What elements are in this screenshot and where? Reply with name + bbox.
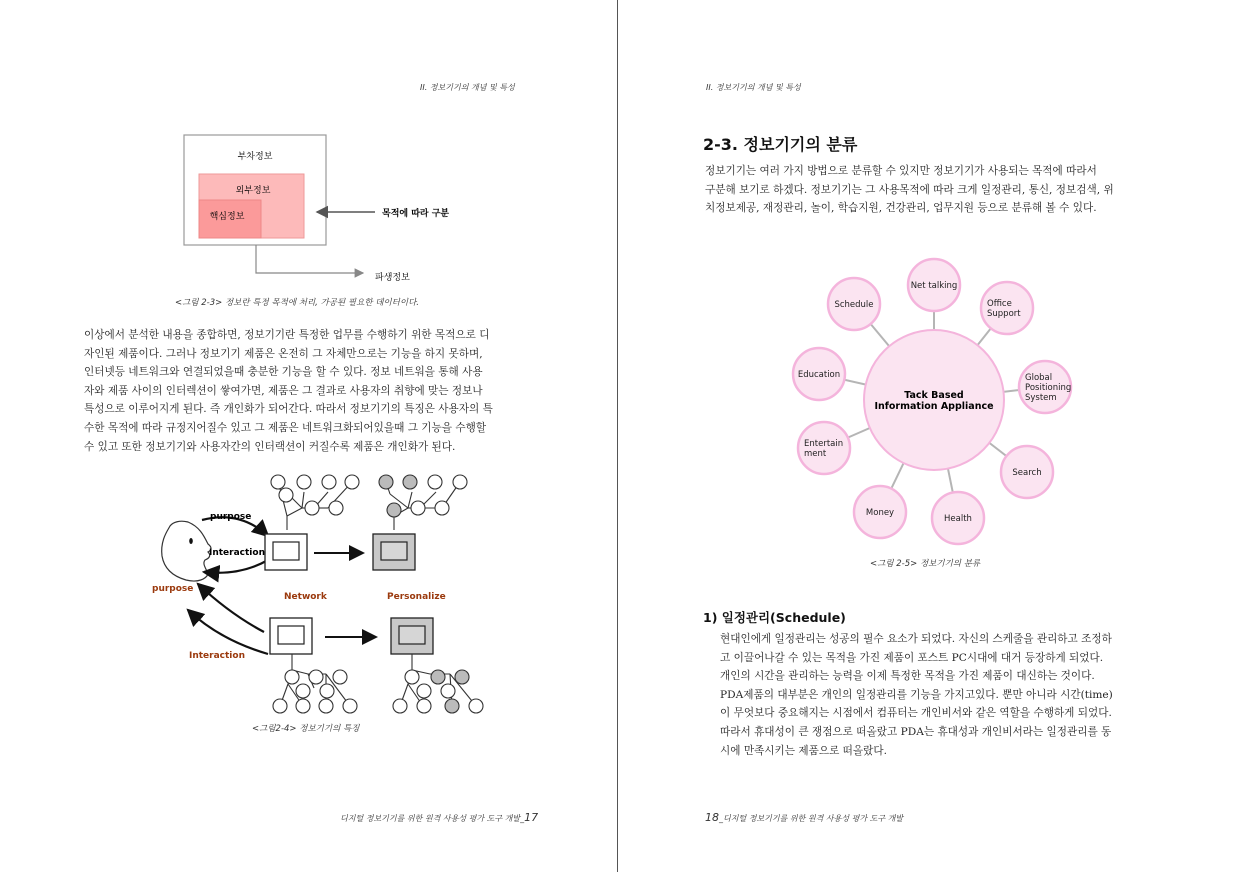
paragraph-line: 수 있고 또한 정보기기와 사용자간의 인터랙션이 커질수록 제품은 개인화가 된다.	[84, 440, 456, 453]
hub-node-global-positioning-system	[1019, 361, 1071, 413]
paragraph-line: 구분해 보기로 하겠다. 정보기기는 그 사용목적에 따라 크게 일정관리, 통신, 정보검색, 위	[705, 183, 1114, 196]
center-hub-label-line1: Tack Based	[904, 390, 964, 401]
left-page-number: 17	[524, 811, 539, 824]
paragraph-line: 수한 목적에 따라 규정지어질수 있고 그 제품은 네트워크화되어있을때 그 기능을 수행할	[84, 421, 487, 434]
hub-node-label: Positioning	[1025, 383, 1072, 393]
right-page-footer	[705, 811, 903, 824]
paragraph-line: 치정보제공, 재정관리, 놀이, 학습지원, 건강관리, 업무지원 등으로 분류해 볼 수 있다.	[705, 202, 1097, 215]
hub-node-label: Health	[944, 514, 972, 524]
interaction-arrow-left	[204, 560, 268, 573]
right-page-number: 18	[705, 811, 719, 824]
left-page-footer	[340, 811, 538, 824]
paragraph-line: PDA제품의 대부분은 개인의 일정관리를 기능을 가지고있다. 뿐만 아니라 시간(time)	[720, 688, 1113, 701]
interaction-arrow-bottom	[188, 610, 268, 654]
hub-node-label: ment	[804, 449, 827, 459]
hub-node-entertain-ment	[798, 422, 850, 474]
hub-node-label: Search	[1012, 468, 1042, 478]
left-body-paragraph	[84, 326, 532, 456]
hub-node-label: Entertain	[804, 439, 844, 449]
paragraph-line: 자와 제품 사이의 인터렉션이 쌓여가면, 제품은 그 결과로 사용자의 취향에 맞는 정보나	[84, 384, 483, 397]
paragraph-line: 인터넷등 네트워크와 연결되었을때 충분한 기능을 할 수 있다. 정보 네트워을 통해 사용	[84, 366, 483, 379]
hub-node-office-support	[981, 282, 1033, 334]
top-personal-tree	[379, 475, 467, 530]
figure-2-4	[140, 464, 510, 719]
secondary-info-label: 부차정보	[237, 152, 273, 162]
paragraph-line: 특성으로 이루어지게 된다. 즉 개인화가 되어간다. 따라서 정보기기의 특징은 사용자의 특	[84, 403, 493, 416]
bottom-personal-tree	[393, 654, 483, 713]
hub-node-health	[932, 492, 984, 544]
figure-2-4-caption: <그림2-4> 정보기기의 특징	[252, 724, 360, 734]
core-info-label: 핵심정보	[209, 212, 245, 222]
hub-node-net-talking	[908, 259, 960, 311]
user-head-icon	[162, 521, 211, 581]
section-title: 2-3. 정보기기의 분류	[703, 135, 858, 154]
figure-2-3-caption: <그림 2-3> 정보란 특정 목적에 처리, 가공된 필요한 데이터이다.	[175, 298, 420, 308]
left-footer-text: 디지털 정보기기를 위한 원격 사용성 평가 도구 개발_	[340, 814, 525, 823]
external-info-label: 외부정보	[235, 186, 271, 196]
purpose-top-label: purpose	[210, 512, 252, 522]
right-page-header: II. 정보기기의 개념 및 특성	[706, 83, 801, 92]
personal-device-top-screen	[381, 542, 407, 560]
bottom-network-tree	[273, 654, 357, 713]
page-spine	[617, 0, 618, 872]
center-hub-label-line2: Information Appliance	[874, 401, 994, 412]
left-page-header: II. 정보기기의 개념 및 특성	[420, 83, 515, 92]
top-network-tree	[271, 475, 359, 530]
purpose-left-label: purpose	[152, 584, 194, 594]
hub-node-search	[1001, 446, 1053, 498]
paragraph-line: 정보기기는 여러 가지 방법으로 분류할 수 있지만 정보기기가 사용되는 목적에 따라서	[705, 165, 1097, 177]
personalize-label: Personalize	[387, 592, 446, 602]
subsection-title: 1) 일정관리(Schedule)	[703, 610, 846, 625]
network-device-top-screen	[273, 542, 299, 560]
hub-node-label: Net talking	[910, 281, 958, 291]
purpose-arrow-label: 목적에 따라 구분	[382, 209, 450, 219]
derived-arrow	[256, 245, 363, 273]
figure-2-5	[770, 250, 1090, 550]
personal-device-bottom-screen	[399, 626, 425, 644]
network-device-bottom-screen	[278, 626, 304, 644]
paragraph-line: 이 무엇보다 중요해지는 시점에서 컴퓨터는 개인비서와 같은 역할을 수행하게 되었다.	[720, 707, 1112, 720]
user-eye-icon	[189, 538, 193, 544]
hub-node-label: Money	[865, 508, 895, 518]
paragraph-line: 따라서 휴대성이 큰 쟁점으로 떠올랐고 PDA는 휴대성과 개인비서라는 일정관리를 동	[720, 725, 1112, 738]
network-label: Network	[284, 592, 327, 602]
hub-node-education	[793, 348, 845, 400]
figure-2-5-caption: <그림 2-5> 정보기기의 분류	[870, 559, 981, 569]
hub-node-label: Schedule	[834, 300, 874, 310]
right-intro-paragraph	[705, 162, 1150, 218]
hub-node-label: Education	[797, 370, 841, 380]
hub-node-label: Global	[1025, 373, 1053, 383]
schedule-paragraph	[720, 630, 1152, 760]
paragraph-line: 시에 만족시키는 제품으로 떠올랐다.	[720, 744, 887, 757]
paragraph-line: 현대인에게 일정관리는 성공의 필수 요소가 되었다. 자신의 스케줄을 관리하고 조정하	[720, 633, 1112, 645]
paragraph-line: 자인된 제품이다. 그러나 정보기기 제품은 온전히 그 자체만으로는 기능을 하지 못하며,	[84, 347, 483, 360]
paragraph-line: 이상에서 분석한 내용을 종합하면, 정보기기란 특정한 업무를 수행하기 위한 목적으로 디	[84, 329, 490, 341]
hub-node-label: System	[1025, 393, 1057, 403]
hub-node-label: Support	[987, 309, 1021, 319]
hub-node-schedule	[828, 278, 880, 330]
interaction-top-label: Interaction	[209, 548, 265, 558]
paragraph-line: 고 이끌어나갈 수 있는 목적을 가진 제품이 포스트 PC시대에 대거 등장하게 되었다.	[720, 651, 1104, 664]
hub-node-money	[854, 486, 906, 538]
paragraph-line: 개인의 시간을 관리하는 능력을 이제 특정한 목적을 가진 제품이 대신하는 것이다.	[720, 670, 1095, 683]
hub-node-label: Office	[987, 299, 1012, 309]
derived-info-label: 파생정보	[375, 273, 410, 283]
interaction-bottom-label: Interaction	[189, 651, 245, 661]
right-footer-text: _디지털 정보기기를 위한 원격 사용성 평가 도구 개발	[719, 814, 904, 823]
figure-2-3	[150, 128, 490, 288]
